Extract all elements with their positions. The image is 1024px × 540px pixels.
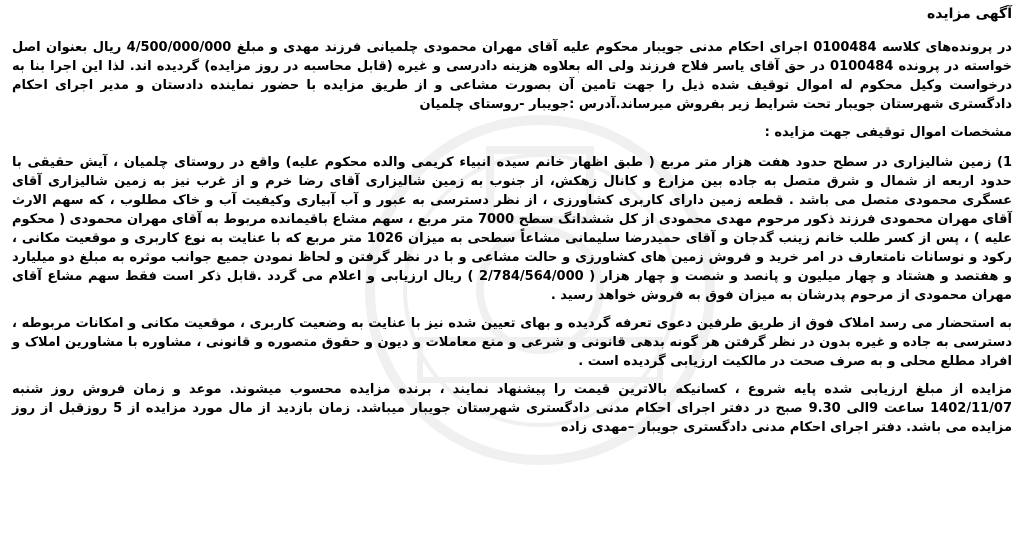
property-description-paragraph: 1) زمین شالیزاری در سطح حدود هفت هزار متر مربع ( طبق اظهار خانم سیده انبیاء کریمی والده محکوم علیه) واقع در روستای چلمیان ، آیش حقیقی با حدود اربعه از شمال و شرق متصل به جاده بین مزارع و کانال زهکش، از جنوب به زمین شالیزاری آقای رضا خرم و از غرب نیز به زمین شالیزاری آقای عسگری محمودی متصل می باشد . قطعه زمین دارای کاربری کشاورزی ، از نظر دسترسی به عبور و آب آبیاری وکیفیت آب و خاک مطلوب ، که سهم الارث آقای مهران محمودی فرزند ذکور مرحوم مهدی محمودی از کل ششدانگ سطح 7000 متر مربع ، سهم مشاع باقیمانده مربوط به آقای مهران محمودی ( محکوم علیه ) ، پس از کسر طلب خانم زینب گدجان و آقای حمیدرضا سلیمانی مشاعاً سطحی به میزان 1026 متر مربع که با عنایت به نوع کاربری و موقعیت مکانی ، رکود و نوسانات نامتعارف در امر خرید و فروش زمین های کشاورزی و حالت مشاعی و با در نظر گرفتن و لحاظ نمودن جمیع جوانب موثره به مبلغ دو میلیارد و هفتصد و هشتاد و چهار میلیون و پانصد و شصت و چهار هزار ( 2/784/564/000 ) ریال ارزیابی و اعلام می گردد .قابل ذکر است فقط سهم مشاع آقای مهران محمودی از مرحوم پدرشان به میزان فوق به فروش خواهد رسید . [12,155,1012,303]
auction-terms-paragraph: مزایده از مبلغ ارزیابی شده پایه شروع ، کسانیکه بالاترین قیمت را پیشنهاد نمایند ، برنده مزایده محسوب میشوند. موعد و زمان فروش روز شنبه 1402/11/07 ساعت 9الی 9.30 صبح در دفتر اجرای احکام مدنی دادگستری شهرستان جویبار میباشد. زمان بازدید از مال مورد مزایده از 5 روزقبل از روز مزایده می باشد. دفتر اجرای احکام مدنی دادگستری جویبار –مهدی زاده [12,382,1012,435]
intro-paragraph: در پرونده‌های کلاسه 0100484 اجرای احکام مدنی جویبار محکوم علیه آقای مهران محمودی چلمیانی فرزند مهدی و مبلغ 4/500/000/000 ریال بعنوان اصل خواسته در پرونده 0100484 در حق آقای یاسر فلاح فرزند ولی اله بعلاوه هزینه دادرسی و غیره (قابل محاسبه در روز مزایده) گردیده اند. لذا این اجرا بنا به درخواست وکیل محکوم له اموال توقیف شده ذیل را جهت تامین آن بصورت مشاعی و از طریق مزایده با حضور نماینده دادستان و مدیر اجرای احکام دادگستری شهرستان جویبار تحت شرایط زیر بفروش میرساند.آدرس :جویبار -روستای چلمیان [12,40,1013,112]
notice-title: آگهی مزایده [926,6,1012,22]
valuation-note-paragraph: به استحضار می رسد املاک فوق از طریق طرفین دعوی تعرفه گردیده و بهای تعیین شده نیز با عنایت به وضعیت کاربری ، موقعیت مکانی و امکانات مربوطه ، دسترسی به جاده و غیره بدون در نظر گرفتن هر گونه بدهی قانونی و شرعی و منع معاملات و دیون و حقوق متصوره و قانونی ، مشاوره با مشاورین املاک و افراد مطلع محلی و به صرف صحت در مالکیت ارزیابی گردیده است . [12,316,1012,369]
seized-property-heading: مشخصات اموال توقیفی جهت مزایده : [764,125,1012,140]
